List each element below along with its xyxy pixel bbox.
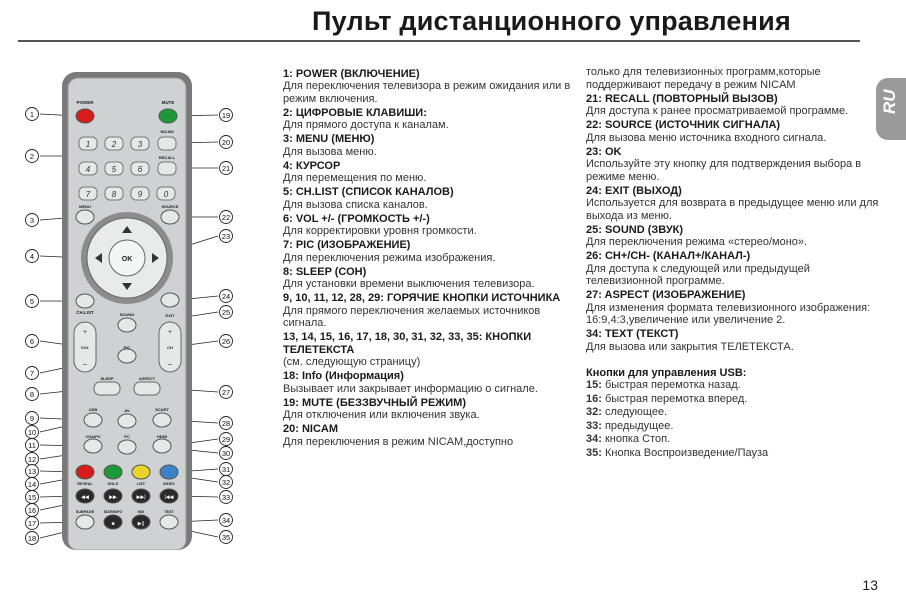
usb-item-number: 16: — [586, 392, 602, 405]
vol-minus-icon: − — [82, 360, 88, 369]
usb-item-text: следующее. — [601, 406, 668, 418]
callout-number: 3 — [29, 215, 35, 225]
usb-item-number: 35: — [586, 446, 602, 459]
remote-control-diagram — [0, 60, 270, 550]
digit-label: 0 — [163, 190, 169, 199]
button-label: EXIT — [165, 313, 175, 318]
language-tab-label: RU — [880, 89, 899, 114]
digit-label: 4 — [85, 165, 91, 174]
usb-item — [586, 379, 886, 392]
button-label: HDMI — [156, 434, 168, 439]
entry-description: Для корректировки уровня громкости. — [283, 225, 477, 237]
button-label: VOL — [80, 345, 90, 350]
nicam-button — [158, 137, 176, 150]
entry-description: Для вызова меню источника входного сигнала. — [586, 131, 827, 144]
callout-number: 1 — [29, 109, 35, 119]
callout-number: 5 — [29, 296, 35, 306]
entry-description: Для установки времени выключения телевизора. — [283, 278, 535, 290]
digit-label: 9 — [137, 190, 143, 199]
entry-description: Для вызова или закрытия ТЕЛЕТЕКСТА. — [586, 340, 794, 353]
usb-item — [586, 447, 886, 460]
button-label: REVEAL — [77, 482, 93, 486]
callout-number: 16 — [27, 505, 37, 515]
list-color-button — [132, 465, 150, 479]
column-right — [586, 66, 886, 460]
button-label: MIX — [137, 510, 145, 514]
recall-button — [158, 162, 176, 175]
entry-heading: 6: VOL +/- (ГРОМКОСТЬ +/-) — [283, 212, 430, 225]
rewind-icon: ◀◀ — [81, 494, 89, 501]
digit-label: 2 — [111, 140, 117, 149]
usb-item-text: Кнопка Воспроизведение/Пауза — [601, 446, 769, 459]
callout-number: 23 — [221, 231, 231, 241]
entry-description: Для прямого доступа к каналам. — [283, 119, 449, 131]
button-label: CH — [167, 345, 173, 350]
entry-heading: 1: POWER (ВКЛЮЧЕНИЕ) — [283, 67, 420, 80]
digit-label: 6 — [137, 165, 143, 174]
button-label: LIST — [136, 482, 146, 486]
button-label: SLEEP — [100, 376, 114, 381]
usb-item-number: 32: — [586, 406, 602, 418]
callout-number: 33 — [221, 492, 231, 502]
entry-heading: 25: SOUND (ЗВУК) — [586, 223, 684, 236]
callout-number: 19 — [221, 110, 231, 120]
chlist-button — [76, 294, 94, 308]
play-pause-icon: ▶|| — [137, 521, 145, 527]
entry-heading: 9, 10, 11, 12, 28, 29: ГОРЯЧИЕ КНОПКИ ИСТОЧНИКА — [283, 292, 561, 304]
usb-item — [586, 393, 886, 406]
callout-number: 11 — [28, 440, 36, 450]
usb-item — [586, 420, 886, 433]
entry-heading: 20: NICAM — [283, 423, 339, 435]
entry-heading: 24: EXIT (ВЫХОД) — [586, 184, 682, 197]
button-label: SOUND — [119, 312, 135, 317]
entry-description: Для отключения или включения звука. — [283, 409, 480, 421]
callout-number: 18 — [27, 533, 37, 543]
callout-number: 9 — [29, 413, 35, 423]
entry-heading: 2: ЦИФРОВЫЕ КЛАВИШИ: — [283, 106, 427, 119]
callout-number: 32 — [221, 477, 231, 487]
next-icon: ▶▶| — [136, 494, 146, 501]
previous-icon: |◀◀ — [164, 494, 174, 501]
digit-label: 7 — [85, 190, 91, 199]
callout-number: 21 — [221, 163, 231, 173]
entry-description: Для прямого переключения желаемых источников сигнала. — [283, 304, 541, 329]
callout-number: 28 — [221, 418, 231, 428]
callout-number: 35 — [221, 532, 231, 542]
entry-heading: 18: Info (Информация) — [283, 370, 404, 382]
mute-button — [159, 109, 177, 123]
callout-number: 34 — [221, 515, 231, 525]
entry-description: Используйте эту кнопку для подтверждения выбора в режиме меню. — [586, 158, 862, 183]
menu-button — [76, 210, 94, 224]
usb-section-title: Кнопки для управления USB: — [586, 366, 747, 379]
column-left — [283, 66, 583, 449]
callout-number: 25 — [221, 307, 231, 317]
callout-number: 26 — [221, 336, 231, 346]
sound-button — [118, 318, 136, 332]
callout-number: 15 — [27, 492, 37, 502]
entry-heading: 21: RECALL (ПОВТОРНЫЙ ВЫЗОВ) — [586, 92, 778, 105]
sleep-button — [94, 382, 120, 395]
callout-number: 14 — [27, 479, 37, 489]
button-label: SCART — [155, 407, 169, 412]
button-label: AV — [124, 408, 130, 413]
button-label: RECALL — [158, 155, 176, 160]
entry-description: Вызывает или закрывает информацию о сигнале. — [283, 382, 538, 395]
button-label: USB — [88, 407, 98, 412]
entry-heading: 34: TEXT (ТЕКСТ) — [586, 328, 679, 340]
entry-heading: 22: SOURCE (ИСТОЧНИК СИГНАЛА) — [586, 119, 781, 131]
button-label: SUBPAGE — [75, 510, 95, 514]
vgapc-button — [84, 439, 102, 453]
callout-number: 6 — [29, 336, 35, 346]
callout-number: 13 — [27, 466, 37, 476]
entry-description: Используется для возврата в предыдущее меню или для выхода из меню. — [586, 197, 879, 222]
usb-button — [84, 413, 102, 427]
entry-description: Для перемещения по меню. — [283, 172, 427, 184]
usb-item-text: быстрая перемотка назад. — [601, 379, 741, 391]
usb-item-number: 33: — [586, 419, 602, 432]
callout-number: 20 — [221, 137, 231, 147]
entry-description: Для переключения телевизора в режим ожидания или в режим включения. — [283, 80, 571, 105]
entry-heading: 27: ASPECT (ИЗОБРАЖЕНИЕ) — [586, 289, 746, 301]
callout-number: 2 — [29, 151, 35, 161]
entry-heading: 13, 14, 15, 16, 17, 18, 30, 31, 32, 33, 35: КНОПКИ ТЕЛЕТЕКСТА — [283, 331, 532, 356]
vol-plus-icon: + — [82, 329, 88, 336]
subpage-button — [76, 515, 94, 529]
digit-label: 8 — [111, 190, 117, 199]
entry-description: Для изменения формата телевизионного изображения: 16:9,4:3,увеличение или увеличение 2. — [586, 301, 871, 326]
stop-icon: ■ — [111, 521, 115, 527]
button-label: INDEX — [163, 482, 175, 486]
callout-number: 17 — [27, 518, 37, 528]
button-label: PIC — [123, 345, 131, 350]
entry-description: Для переключения в режим NICAM,доступно — [283, 435, 514, 448]
button-label: MUTE — [161, 100, 175, 105]
button-label: POWER — [76, 100, 94, 105]
entry-heading: 5: CH.LIST (СПИСОК КАНАЛОВ) — [283, 186, 454, 198]
button-label: HOLD — [107, 482, 119, 486]
entry-description: (см. следующую страницу) — [283, 356, 421, 368]
ch-minus-icon: − — [167, 360, 173, 369]
exit-button — [161, 293, 179, 307]
page-number: 13 — [862, 577, 878, 593]
usb-item-text: кнопка Стоп. — [601, 433, 671, 445]
callout-number: 12 — [27, 454, 37, 464]
entry-heading: 4: КУРСОР — [283, 159, 341, 172]
usb-item-number: 34: — [586, 433, 602, 445]
button-label: OK — [121, 256, 133, 263]
reveal-color-button — [76, 465, 94, 479]
entry-heading: 19: MUTE (БЕЗЗВУЧНЫЙ РЕЖИМ) — [283, 396, 466, 409]
button-label: CH.LIST — [76, 310, 94, 315]
button-label: SOURCE — [161, 204, 179, 209]
power-button — [76, 109, 94, 123]
usb-item — [586, 406, 886, 419]
entry-heading: 26: CH+/CH- (КАНАЛ+/КАНАЛ-) — [586, 250, 751, 262]
pc-button — [118, 440, 136, 454]
scart-button — [153, 413, 171, 427]
fast-forward-icon: ▶▶ — [109, 494, 117, 501]
entry-description: Для переключения режима изображения. — [283, 251, 496, 264]
digit-label: 1 — [85, 140, 91, 149]
av-button — [118, 414, 136, 428]
entry-description: Для доступа к ранее просматриваемой программе. — [586, 105, 849, 117]
button-label: SIZE/INFO — [103, 510, 123, 514]
button-label: PC — [124, 434, 130, 439]
callout-number: 29 — [221, 434, 231, 444]
aspect-button — [134, 382, 160, 395]
button-label: MENU — [79, 204, 91, 209]
callout-number: 4 — [29, 251, 35, 261]
ch-plus-icon: + — [167, 329, 173, 336]
pic-button — [118, 349, 136, 363]
callout-number: 24 — [221, 291, 231, 301]
usb-item-text: предыдущее. — [601, 419, 674, 432]
entry-description: Для переключения режима «стерео/моно». — [586, 236, 808, 248]
callout-number: 30 — [221, 448, 231, 458]
callout-number: 22 — [221, 212, 231, 222]
hold-color-button — [104, 465, 122, 479]
usb-item-number: 15: — [586, 379, 602, 391]
hdmi-button — [153, 439, 171, 453]
index-color-button — [160, 465, 178, 479]
continued-text: только для телевизионных программ,которые поддерживают передачу в режим NICAM — [586, 66, 821, 91]
callout-number: 10 — [27, 427, 37, 437]
entry-heading: 23: OK — [586, 145, 622, 158]
entry-description: Для вызова меню. — [283, 145, 377, 158]
entry-heading: 7: PIC (ИЗОБРАЖЕНИЕ) — [283, 239, 411, 251]
callout-number: 8 — [29, 389, 35, 399]
source-button — [161, 210, 179, 224]
callout-number: 27 — [221, 387, 231, 397]
page-title: Пульт дистанционного управления — [312, 6, 791, 36]
digit-label: 3 — [137, 140, 143, 149]
digit-label: 5 — [111, 165, 117, 174]
button-label: NICAM — [160, 129, 174, 134]
entry-heading: 8: SLEEP (СОН) — [283, 265, 367, 278]
button-label: TEXT — [164, 510, 174, 514]
usb-item — [586, 433, 886, 446]
entry-description: Для доступа к следующей или предыдущей телевизионной программе. — [586, 262, 810, 287]
callout-number: 31 — [221, 464, 231, 474]
usb-item-text: быстрая перемотка вперед. — [601, 392, 748, 405]
entry-description: Для вызова списка каналов. — [283, 198, 428, 211]
text-button — [160, 515, 178, 529]
button-label: VGA/PC — [85, 434, 101, 439]
callout-number: 7 — [29, 368, 35, 378]
entry-heading: 3: MENU (МЕНЮ) — [283, 133, 375, 145]
button-label: ASPECT — [138, 376, 156, 381]
title-divider — [18, 40, 860, 42]
